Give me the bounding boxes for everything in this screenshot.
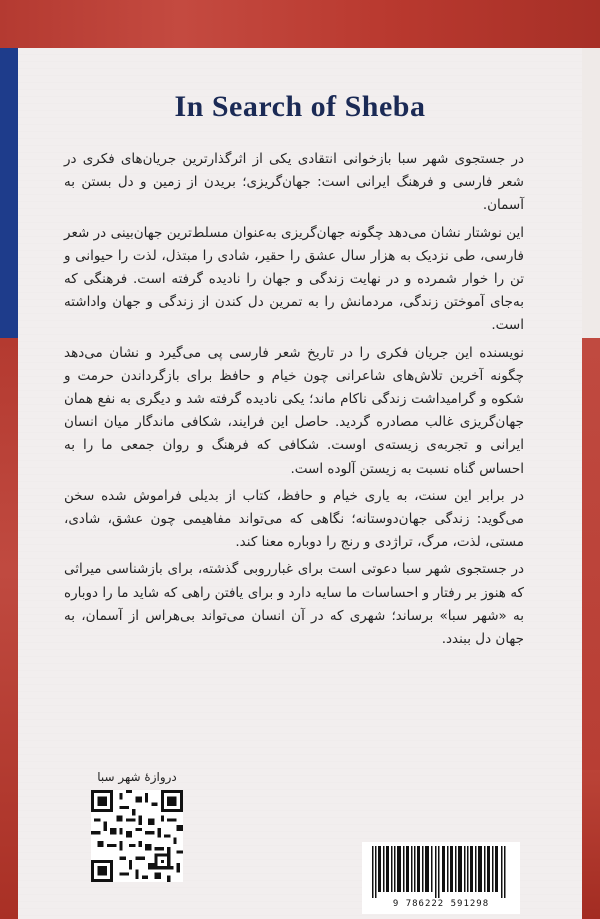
back-cover-blurb xyxy=(64,148,524,655)
isbn-barcode xyxy=(362,842,520,914)
top-red-band xyxy=(0,0,600,48)
barcode-icon xyxy=(368,846,514,898)
qr-code-icon[interactable] xyxy=(91,790,183,882)
isbn-number: 9 786222 591298 xyxy=(392,899,490,909)
paragraph-4: در برابر این سنت، به یاری خیام و حافظ، کتاب از بدیلی فراموش شده سخن می‌گوید: زندگی جهان‌دوستانه؛ نگاهی که می‌تواند مفاهیمی چون عشق، شادی، مستی، لذت، مرگ، تراژدی و رنج را دوباره معنا کند. xyxy=(64,487,524,551)
paragraph-3: نویسنده این جریان فکری را در تاریخ شعر فارسی پی می‌گیرد و نشان می‌دهد چگونه آخرین تلاش‌های شاعرانی چون خیام و حافظ برای بازگرداندن حرمت و شکوه و گرامیداشت زندگی ناکام ماند؛ یکی نادیده گرفته شد و دیگری به نفع همان جهان‌گریزی غالب مصادره گردید. حاصل این فرایند، شکافی ماندگار میان انسان ایرانی و تجربه‌ی زیسته‌ی اوست. شکافی که فرهنگ و روان جمعی ما را به احساس گناه نسبت به زیستن آلوده است. xyxy=(64,344,524,477)
qr-label: دروازهٔ شهر سبا xyxy=(97,770,177,784)
qr-block xyxy=(86,770,188,890)
paragraph-2: این نوشتار نشان می‌دهد چگونه جهان‌گریزی به‌عنوان مسلط‌ترین جهان‌بینی در شعر فارسی، طی نزدیک به هزار سال عشق را حقیر، شادی را مبتذل، لذت را حیوانی و تن را خوار شمرده و در نهایت زندگی و جهان را نادیده گرفته است. فرهنگی که به‌جای آموختن زندگی، مردمانش را به تمرین دل کندن از زندگی و جهان واداشته است. xyxy=(64,224,524,334)
book-title: In Search of Sheba xyxy=(174,90,426,123)
paragraph-5: در جستجوی شهر سبا دعوتی است برای غبارروبی گذشته، برای بازشناسی میراثی که هنوز بر رفتار و احساسات ما سایه دارد و برای یافتن راهی که شاید ما را دوباره به «شهر سبا» برساند؛ شهری که در آن انسان می‌تواند بی‌هراس از آسمان، به جهان دل ببندد. xyxy=(64,561,524,648)
paragraph-1: در جستجوی شهر سبا بازخوانی انتقادی یکی از اثرگذارترین جریان‌های فکری در شعر فارسی و فرهنگ ایرانی است: جهان‌گریزی؛ بریدن از زمین و دل بستن به آسمان. xyxy=(64,151,524,214)
